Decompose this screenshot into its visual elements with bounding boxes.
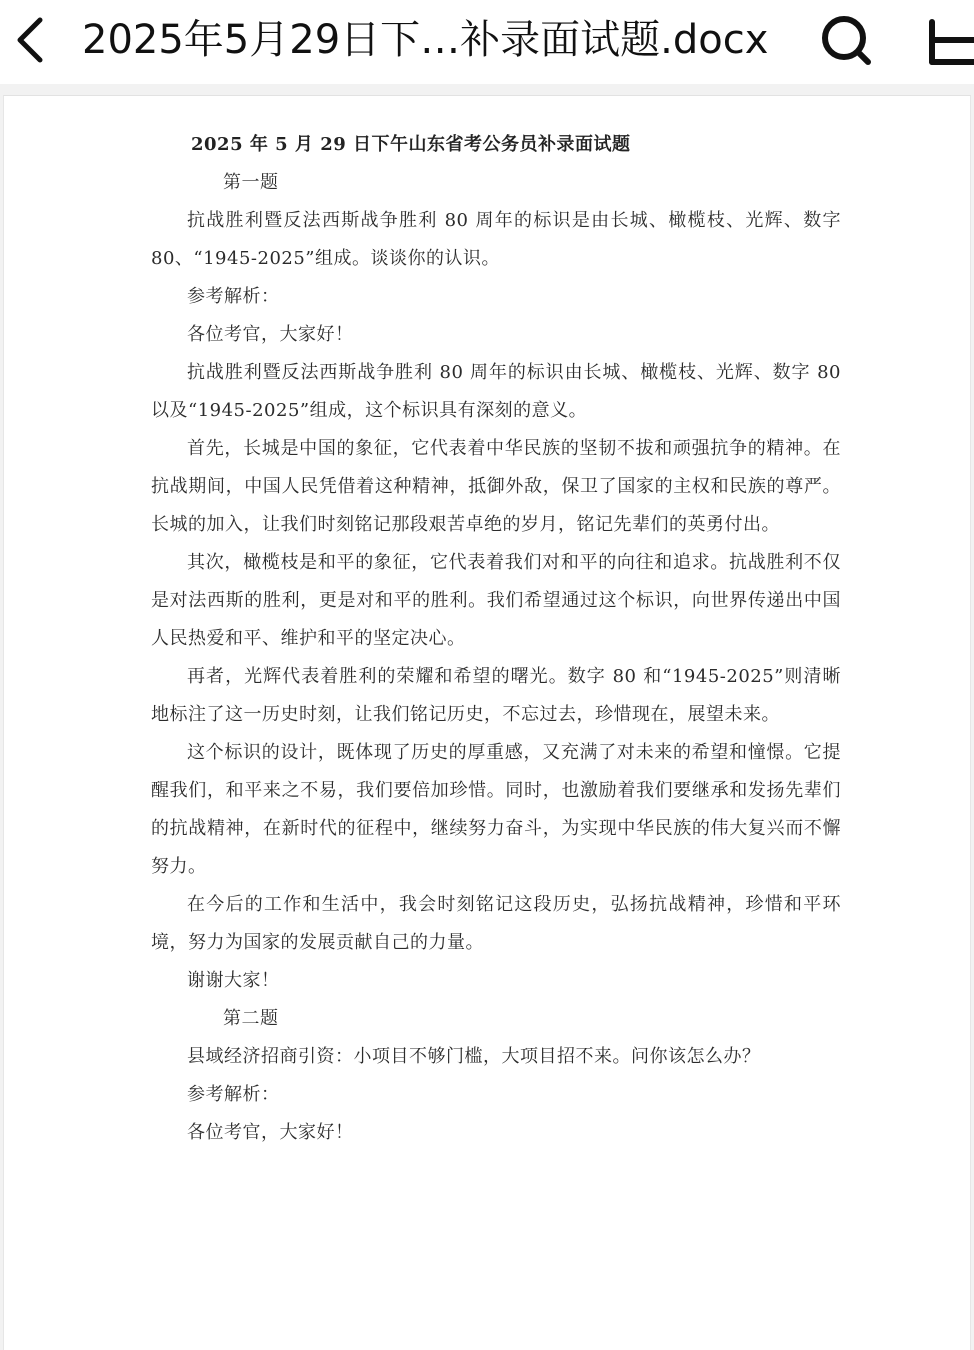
question-1-analysis-label: 参考解析： — [187, 286, 280, 307]
document-page — [3, 95, 971, 1350]
top-bar — [0, 0, 974, 84]
question-1-text: 抗战胜利暨反法西斯战争胜利 80 周年的标识是由长城、橄榄枝、光辉、数字 80、“1945-2025”组成。谈谈你的认识。 — [151, 210, 841, 269]
question-1-title: 第一题 — [223, 172, 279, 193]
question-2-text: 县域经济招商引资：小项目不够门槛，大项目招不来。问你该怎么办？ — [187, 1046, 761, 1067]
search-button[interactable] — [816, 10, 878, 70]
document-title: 2025年5月29日下…补录面试题.docx — [82, 17, 769, 63]
more-icon — [920, 10, 974, 70]
question-2-analysis-label: 参考解析： — [187, 1084, 280, 1105]
question-1-closing: 谢谢大家！ — [187, 970, 280, 991]
answer-paragraph: 在今后的工作和生活中，我会时刻铭记这段历史，弘扬抗战精神，珍惜和平环境，努力为国家的发展贡献自己的力量。 — [151, 894, 841, 953]
document-heading: 2025 年 5 月 29 日下午山东省考公务员补录面试题 — [191, 134, 631, 155]
question-2-title: 第二题 — [223, 1008, 279, 1029]
more-button[interactable] — [920, 10, 974, 70]
answer-paragraph: 再者，光辉代表着胜利的荣耀和希望的曙光。数字 80 和“1945-2025”则清晰地标注了这一历史时刻，让我们铭记历史，不忘过去，珍惜现在，展望未来。 — [151, 666, 841, 725]
question-2-greeting: 各位考官，大家好！ — [187, 1122, 354, 1143]
chevron-left-icon — [4, 10, 56, 70]
document-body — [151, 126, 841, 1152]
answer-paragraph: 这个标识的设计，既体现了历史的厚重感，又充满了对未来的希望和憧憬。它提醒我们，和平来之不易，我们要倍加珍惜。同时，也激励着我们要继承和发扬先辈们的抗战精神，在新时代的征程中，继续努力奋斗，为实现中华民族的伟大复兴而不懈努力。 — [151, 742, 841, 877]
answer-paragraph: 抗战胜利暨反法西斯战争胜利 80 周年的标识由长城、橄榄枝、光辉、数字 80 以及“1945-2025”组成，这个标识具有深刻的意义。 — [151, 362, 841, 421]
back-button[interactable] — [4, 10, 56, 70]
answer-paragraph: 其次，橄榄枝是和平的象征，它代表着我们对和平的向往和追求。抗战胜利不仅是对法西斯的胜利，更是对和平的胜利。我们希望通过这个标识，向世界传递出中国人民热爱和平、维护和平的坚定决心。 — [151, 552, 841, 649]
answer-paragraph: 首先，长城是中国的象征，它代表着中华民族的坚韧不拔和顽强抗争的精神。在抗战期间，中国人民凭借着这种精神，抵御外敌，保卫了国家的主权和民族的尊严。长城的加入，让我们时刻铭记那段艰苦卓绝的岁月，铭记先辈们的英勇付出。 — [151, 438, 841, 535]
search-icon — [816, 10, 878, 70]
question-1-greeting: 各位考官，大家好！ — [187, 324, 354, 345]
